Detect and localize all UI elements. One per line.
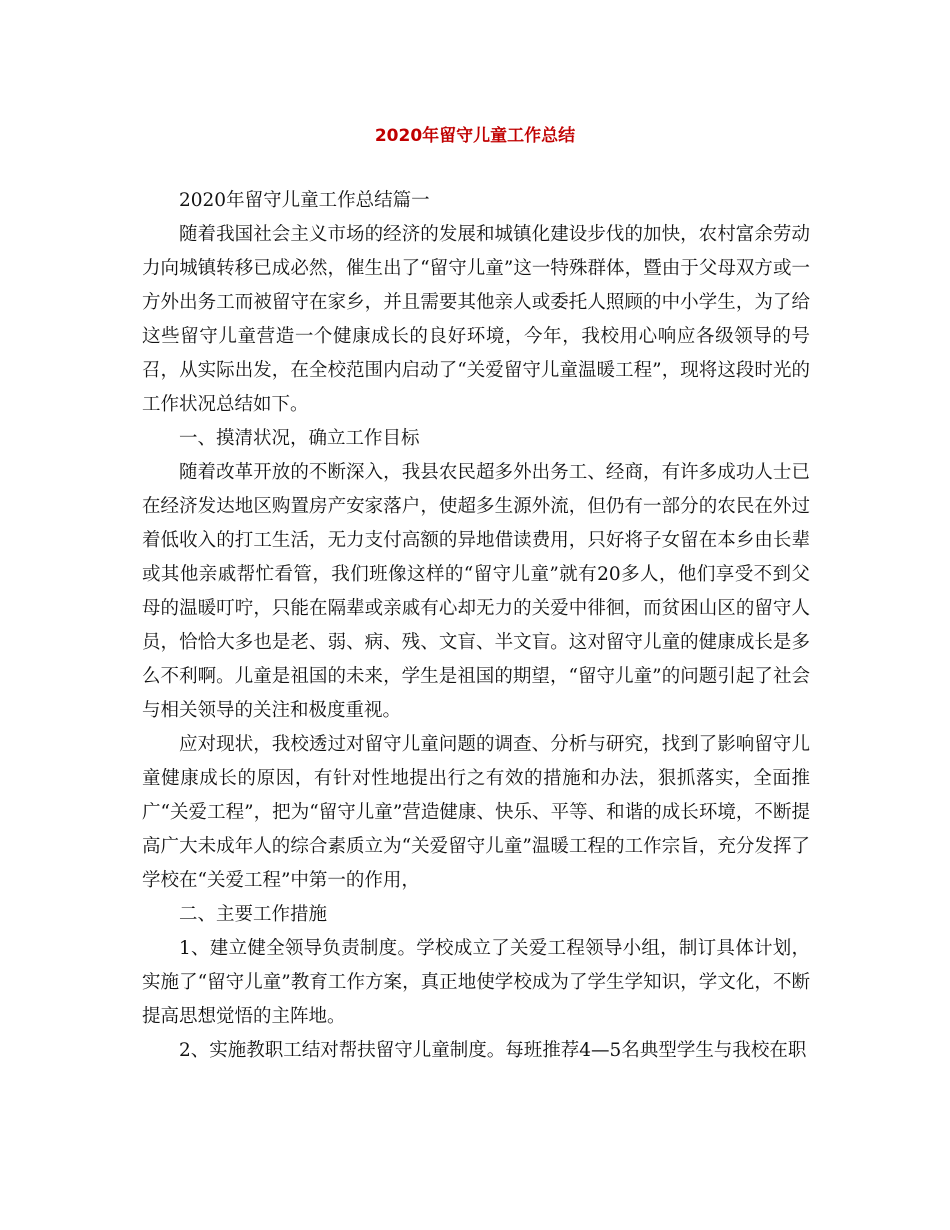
- section-heading-main-measures: 二、主要工作措施: [179, 904, 328, 925]
- section-heading-part-one: 2020年留守儿童工作总结篇一: [179, 190, 430, 211]
- section-heading-understand-situation: 一、摸清状况，确立工作目标: [179, 428, 420, 449]
- document-title: 2020年留守儿童工作总结: [374, 126, 576, 146]
- paragraph-intro: 随着我国社会主义市场的经济的发展和城镇化建设步伐的加快，农村富余劳动力向城镇转移已成必然，催生出了“留守儿童”这一特殊群体，暨由于父母双方或一方外出务工而被留守在家乡，并且需要其他亲人或委托人照顾的中小学生，为了给这些留守儿童营造一个健康成长的良好环境，今年，我校用心响应各级领导的号召，从实际出发，在全校范围内启动了“关爱留守儿童温暖工程”，现将这段时光的工作状况总结如下。: [142, 224, 810, 415]
- paragraph-response: 应对现状，我校透过对留守儿童问题的调查、分析与研究，找到了影响留守儿童健康成长的原因，有针对性地提出行之有效的措施和办法，狠抓落实，全面推广“关爱工程”，把为“留守儿童”营造健康、快乐、平等、和谐的成长环境，不断提高广大未成年人的综合素质立为“关爱留守儿童”温暖工程的工作宗旨，充分发挥了学校在“关爱工程”中第一的作用，: [142, 734, 810, 891]
- paragraph-measure-2: 2、实施教职工结对帮扶留守儿童制度。每班推荐4—5名典型学生与我校在职: [179, 1040, 807, 1061]
- paragraph-measure-1: 1、建立健全领导负责制度。学校成立了关爱工程领导小组，制订具体计划，实施了“留守儿童”教育工作方案，真正地使学校成为了学生学知识，学文化，不断提高思想觉悟的主阵地。: [142, 938, 810, 1027]
- document-body: [142, 184, 810, 1068]
- paragraph-situation: 随着改革开放的不断深入，我县农民超多外出务工、经商，有许多成功人士已在经济发达地区购置房产安家落户，使超多生源外流，但仍有一部分的农民在外过着低收入的打工生活，无力支付高额的异地借读费用，只好将子女留在本乡由长辈或其他亲戚帮忙看管，我们班像这样的“留守儿童”就有20多人，他们享受不到父母的温暖叮咛，只能在隔辈或亲戚有心却无力的关爱中徘徊，而贫困山区的留守人员，恰恰大多也是老、弱、病、残、文盲、半文盲。这对留守儿童的健康成长是多么不利啊。儿童是祖国的未来，学生是祖国的期望，“留守儿童”的问题引起了社会与相关领导的关注和极度重视。: [142, 462, 810, 721]
